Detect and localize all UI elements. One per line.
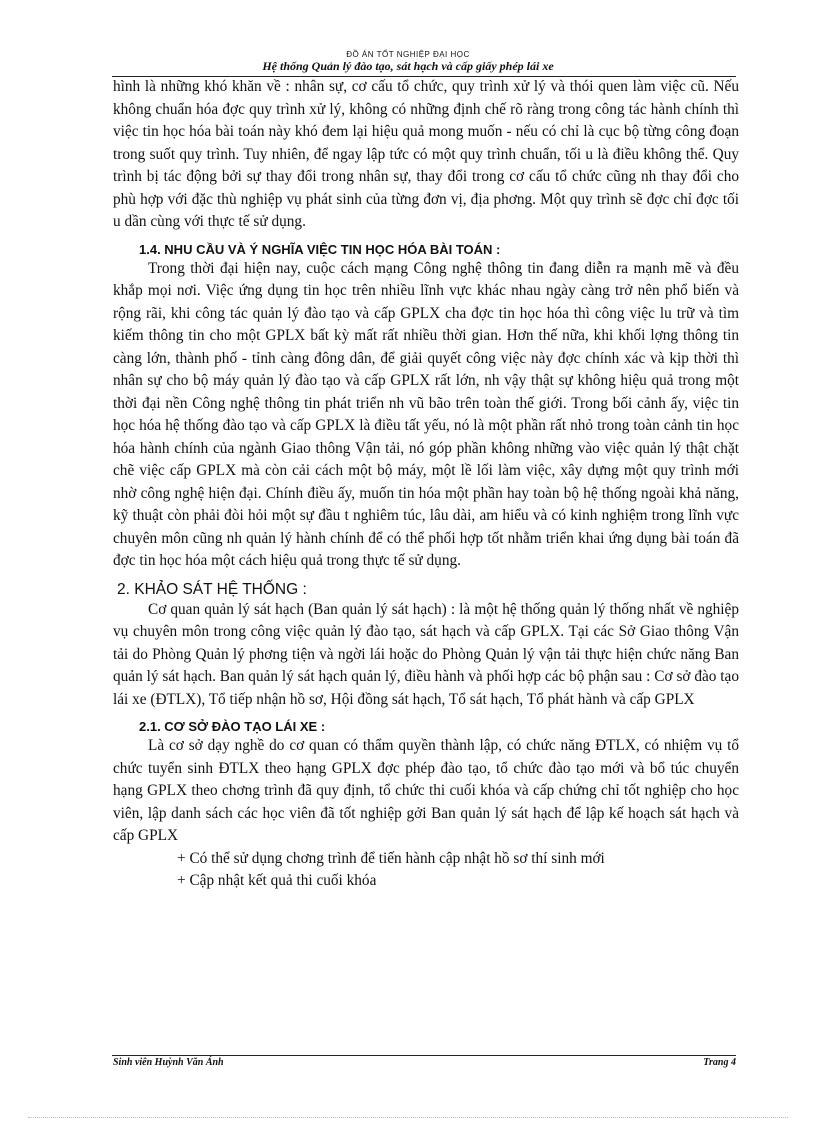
- footer-author: Sinh viên Huỳnh Văn Ánh: [113, 1057, 224, 1068]
- bullet-item: + Cập nhật kết quả thi cuối khóa: [177, 872, 377, 889]
- paragraph-training-center: Là cơ sở dạy nghề do cơ quan có thẩm quyền thành lập, có chức năng ĐTLX, có nhiệm vụ tổ chức tuyển sinh ĐTLX theo hạng GPLX đợc phép đào tạo, tổ chức đào tạo mới và bổ túc chuyển hạng GPLX theo chơng trình đã quy định, tổ chức thi cuối khóa và cấp chứng chỉ tốt nghiệp cho học viên, lập danh sách các học viên đã tốt nghiệp gởi Ban quản lý sát hạch để lập kế hoạch sát hạch và cấp GPLX: [113, 737, 739, 844]
- paragraph-need: Trong thời đại hiện nay, cuộc cách mạng Công nghệ thông tin đang diễn ra mạnh mẽ và đều khắp mọi nơi. Việc ứng dụng tin học trên nhiều lĩnh vực khác nhau ngày càng trở nên phổ biến và rộng rãi, khi công tác quản lý đào tạo và cấp GPLX cha đợc tin học hóa thì công việc lu trữ và tìm kiếm thông tin cho một GPLX bất kỳ mất rất nhiều thời gian. Hơn thế nữa, khi khối lợng thông tin càng lớn, thành phố - tỉnh càng đông dân, để giải quyết công việc này đợc chính xác và kịp thời thì nhân sự cho bộ máy quản lý đào tạo và cấp GPLX rất lớn, nh vậy thật sự không hiệu quả trong một thời đại nền Công nghệ thông tin phát triển nh vũ bão trên toàn thế giới. Trong bối cảnh ấy, việc tin học hóa hệ thống đào tạo và cấp GPLX là điều tất yếu, nó là một phần rất nhỏ trong toàn cảnh tin học hóa hành chính của ngành Giao thông Vận tải, nó góp phần không những vào việc quản lý thật chặt chẽ việc cấp GPLX mà còn cải cách một bộ máy, một lề lối làm việc, xây dựng một quy trình mới nhờ công nghệ hiện đại. Chính điều ấy, muốn tin hóa một phần hay toàn bộ hệ thống ngoài khả năng, kỹ thuật còn phải đòi hỏi một sự đầu t nghiêm túc, lâu dài, am hiểu và có kinh nghiệm trong lĩnh vực chuyên môn cũng nh quản lý hành chính để có thể phối hợp tốt nhằm triển khai ứng dụng bài toán đã đợc tin học hóa một cách hiệu quả trong thực tế sử dụng.: [113, 259, 739, 569]
- page-body: [113, 76, 739, 893]
- header-top: ĐỒ ÁN TỐT NGHIỆP ĐẠI HỌC: [346, 50, 470, 59]
- paragraph-survey: Cơ quan quản lý sát hạch (Ban quản lý sát hạch) : là một hệ thống quản lý thống nhất về nghiệp vụ chuyên môn trong công việc quản lý đào tạo, sát hạch và cấp GPLX. Tại các Sở Giao thông Vận tải do Phòng Quản lý phơng tiện và ngời lái hoặc do Phòng Quản lý vận tải thực hiện chức năng Ban quản lý sát hạch. Ban quản lý sát hạch quản lý, điều hành và phối hợp các bộ phận sau : Cơ sở đào tạo lái xe (ĐTLX), Tổ tiếp nhận hồ sơ, Hội đồng sát hạch, Tổ sát hạch, Tổ phát hành và cấp GPLX: [113, 600, 739, 708]
- header-subtitle: Hệ thống Quản lý đào tạo, sát hạch và cấp giấy phép lái xe: [262, 59, 554, 73]
- page-edge: [28, 1117, 788, 1118]
- footer-page-number: Trang 4: [703, 1057, 736, 1068]
- footer-rule: [112, 1055, 736, 1056]
- paragraph-intro: hình là những khó khăn về : nhân sự, cơ cấu tổ chức, quy trình xử lý và thói quen làm việc cũ. Nếu không chuẩn hóa đợc quy trình xử lý, không có những định chế rõ ràng trong công tác hành chính thì việc tin học hóa bài toán này khó đem lại hiệu quả mong muốn - nếu có chỉ là cục bộ từng công đoạn trong suốt quy trình. Tuy nhiên, để ngay lập tức có một quy trình chuẩn, tối u là điều không thể. Quy trình bị tác động bởi sự thay đổi trong nhân sự, thay đổi trong cơ cấu tổ chức cũng nh thay đổi cho phù hợp với đặc thù nghiệp vụ phát sinh của từng đơn vị, địa phơng. Một quy trình sẽ đợc chỉ đợc tối u dần cùng với thực tế sử dụng.: [113, 78, 739, 230]
- bullet-item: + Có thể sử dụng chơng trình để tiến hành cập nhật hồ sơ thí sinh mới: [177, 849, 605, 867]
- heading-1-4: 1.4. NHU CẦU VÀ Ý NGHĨA VIỆC TIN HỌC HÓA BÀI TOÁN :: [139, 241, 501, 257]
- heading-2-1: 2.1. CƠ SỞ ĐÀO TẠO LÁI XE :: [139, 719, 326, 734]
- heading-2: 2. KHẢO SÁT HỆ THỐNG :: [117, 580, 307, 598]
